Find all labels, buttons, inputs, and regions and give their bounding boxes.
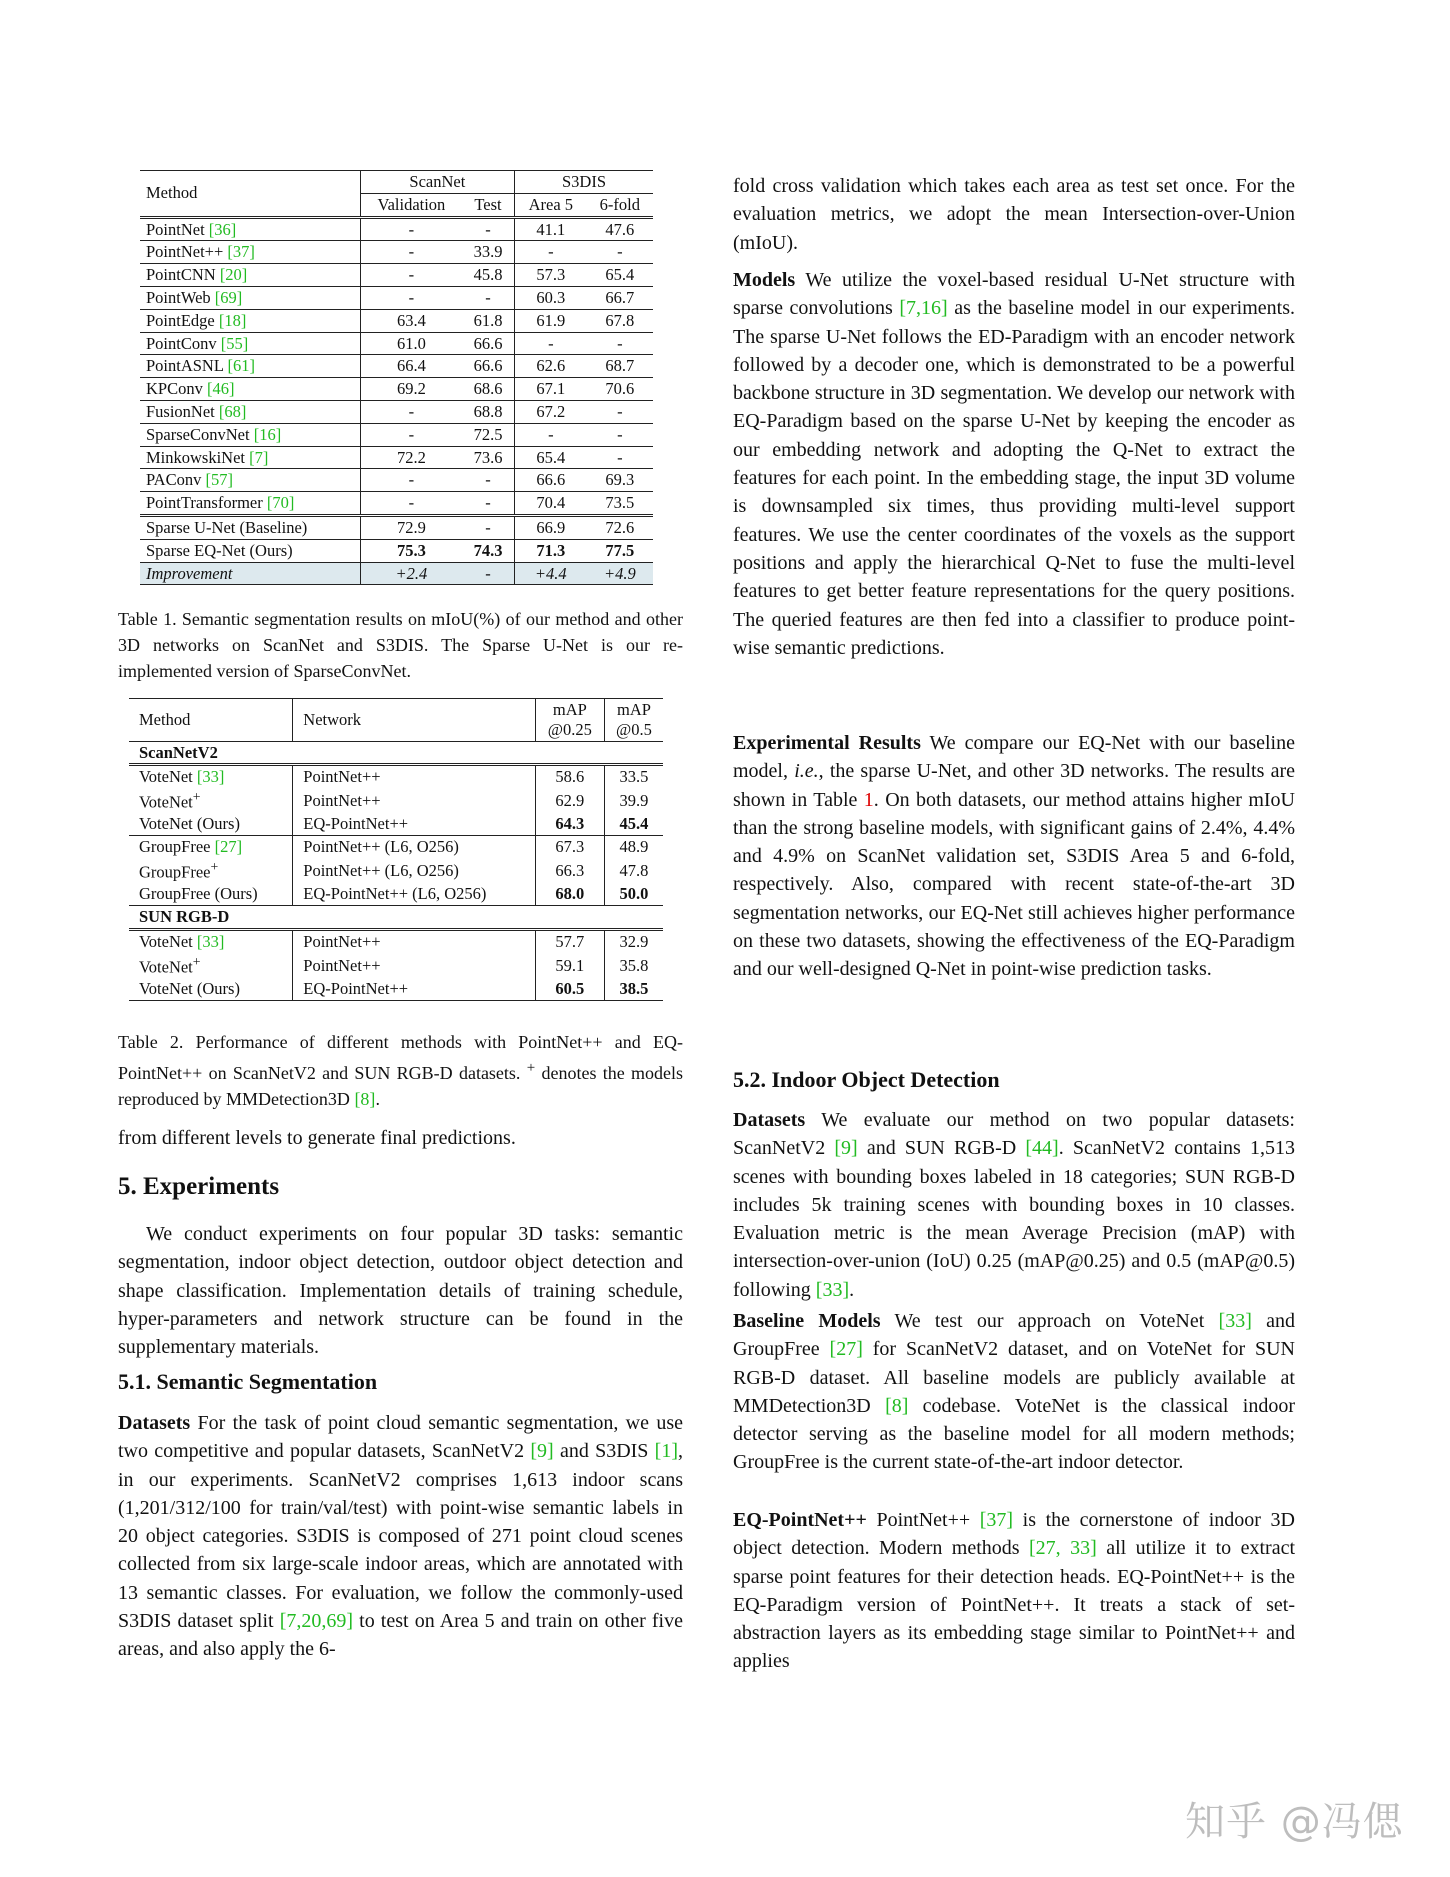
right-para5-seg-2: [33] [1218,1310,1252,1332]
right-para2-seg-1: We utilize the voxel-based residual U-Net structure with sparse convolutions [733,269,1295,320]
t1-method-name: PointNet [146,219,209,239]
t1-method-cell [140,309,360,332]
t2-header-map025-a: mAP [552,700,587,719]
t2-row [129,788,663,813]
caption2-seg-1: + [526,1060,536,1076]
t1-method-cell [140,378,360,401]
t2-network-cell: PointNet++ [293,929,535,952]
t1-area5-cell: 66.6 [536,470,566,490]
t1-row [140,217,653,241]
t1-6fold-cell: - [617,447,623,467]
right-paragraph-eq-pointnet [733,1506,1295,1676]
t1-test-cell: 68.6 [462,378,514,401]
right-para4-seg-4: [44] [1025,1137,1059,1160]
left-paragraph-1 [118,1124,683,1152]
t1-row-improvement [140,562,653,585]
t1-test-cell: 66.6 [462,355,514,378]
t2-method-name: VoteNet (Ours) [139,814,240,834]
t1-method-name: KPConv [146,379,207,399]
t2-map025-cell: 68.0 [535,883,604,905]
t1-area5-cell: 70.4 [536,493,566,513]
t1-val-cell: 61.0 [396,333,426,353]
table-1-caption: Table 1. Semantic segmentation results on mIoU(%) of our method and other 3D networks on ScanNet and S3DIS. The Sparse U-Net is our re-implemented version of SparseConvNet. [118,609,683,681]
caption2-seg-4: . [375,1089,380,1109]
t2-body [129,741,663,1000]
t1-ours-block [140,515,653,584]
t1-row [140,400,653,423]
t1-area5-cell: 67.1 [536,379,566,399]
t1-row [140,423,653,446]
right-para6-seg-2: [37] [979,1509,1014,1531]
t2-row [129,953,663,978]
t1-method-name: PointASNL [146,356,228,376]
t1-method-ref: [37] [227,242,255,262]
t2-map025-cell: 62.9 [535,788,604,813]
t1-row-baseline [140,515,653,539]
t1-val-cell: - [408,219,415,239]
t1-ours-area5: 71.3 [536,540,566,560]
t2-method-cell [129,765,293,788]
t1-impr-name: Improvement [140,562,360,585]
left-paragraph-3 [118,1409,683,1664]
t1-row [140,241,653,264]
t2-header-network: Network [293,699,535,742]
t2-method-name: VoteNet (Ours) [139,979,240,999]
caption2-seg-2: denotes the models reproduced by MMDetection3D [118,1063,683,1109]
right-para2-seg-3: as the baseline model in our experiments. The sparse U-Net follows the ED-Paradigm with an encoder network followed by a decoder one, which is demonstrated to be a powerful backbone structure in 3D segmentation. We develop our network with EQ-Paradigm based on the sparse U-Net by keeping the encoder as our embedding network and adopting the Q-Net to extract the features for each point. In the embedding stage, the input 3D volume is downsampled six times, thus providing multi-level support features. We use the center coordinates of the voxels as the support positions and apply the hierarchical Q-Net to fuse the multi-level features to get better feature representations for the query positions. The queried features are then fed into a classifier to produce point-wise semantic predictions. [733,297,1295,659]
t2-method-cell [129,883,293,905]
t2-section-header [129,741,663,765]
t1-impr-6fold: +4.9 [587,562,653,585]
t2-method-cell [129,953,293,978]
left-para1-seg-0: from different levels to generate final predictions. [118,1127,516,1149]
right-paragraph-models [733,266,1295,662]
t1-6fold-cell: 66.7 [605,287,635,307]
t1-row [140,332,653,355]
t1-method-name: FusionNet [146,401,219,421]
t1-val-cell: - [408,424,415,444]
t1-test-cell: 45.8 [462,264,514,287]
t1-header-scannet: ScanNet [360,171,514,194]
t1-method-ref: [7] [249,447,269,467]
t1-area5-cell: 60.3 [536,287,566,307]
t2-map05-cell: 35.8 [619,955,649,975]
t2-network-cell: PointNet++ (L6, O256) [293,858,535,883]
right-para5-seg-5: for ScanNetV2 dataset, and on VoteNet for SUN RGB-D dataset. All baseline models are publicly available at MMDetection3D [733,1338,1295,1417]
t2-map05-cell: 45.4 [619,814,649,834]
t1-method-ref: [61] [227,356,255,376]
t2-method-name: VoteNet [139,792,193,812]
t1-test-cell: 33.9 [462,241,514,264]
right-para3-seg-4: 1 [863,788,874,811]
t1-6fold-cell: - [617,333,623,353]
t1-header-validation: Validation [377,194,446,214]
right-paragraph-datasets [733,1106,1295,1304]
t1-method-cell [140,355,360,378]
t1-val-cell: 69.2 [396,379,426,399]
t1-6fold-cell: 47.6 [605,219,635,239]
t2-method-cell [129,836,293,858]
t1-area5-cell: 67.2 [536,401,566,421]
t1-area5-cell: - [548,333,554,353]
heading-indoor-detection: 5.2. Indoor Object Detection [733,1067,1000,1092]
t2-method-ref: [27] [214,837,243,857]
t1-ours-name: Sparse EQ-Net (Ours) [140,539,360,562]
t1-area5-cell: - [548,242,554,262]
t2-map05-cell: 32.9 [619,931,649,951]
right-para4-seg-1: We evaluate our method on two popular datasets: ScanNetV2 [733,1109,1295,1160]
t2-method-name: VoteNet [139,767,197,787]
right-paragraph-1 [733,172,1295,257]
t1-test-cell: - [462,492,514,516]
t1-method-name: PointEdge [146,310,219,330]
t1-val-cell: - [408,287,415,307]
t2-method-sup: + [210,859,219,875]
t1-method-cell [140,492,360,516]
right-para4-seg-5: . ScanNetV2 contains 1,513 scenes with bounding boxes labeled in 18 categories; SUN RGB-D includes 5k training scenes with bounding boxes in 10 classes. Evaluation metric is the mean Average Precision (mAP) with intersection-over-union (IoU) 0.25 (mAP@0.25) and 0.5 (mAP@0.5) following [733,1137,1295,1301]
left-para3-seg-0: Datasets [118,1412,191,1434]
t1-method-cell [140,264,360,287]
t1-method-cell [140,286,360,309]
t1-header-6fold: 6-fold [599,194,640,214]
t2-row [129,978,663,1000]
t2-map025-cell: 59.1 [535,953,604,978]
t1-row [140,378,653,401]
t2-network-cell: PointNet++ (L6, O256) [293,836,535,858]
t2-row [129,858,663,883]
t1-baseline-test: - [462,515,514,539]
right-para6-seg-4: [27, 33] [1029,1537,1097,1560]
t2-header-map025-b: @0.25 [547,719,592,739]
table-2-caption [118,1029,683,1112]
t2-method-ref: [33] [196,767,225,787]
t2-map025-cell: 58.6 [535,765,604,788]
heading-experiments: 5. Experiments [118,1173,280,1200]
left-para2-seg-0: We conduct experiments on four popular 3D tasks: semantic segmentation, indoor object detection, outdoor object detection and shape classification. Implementation details of training schedule, hyper-parameters and network structure can be found in the supplementary materials. [118,1223,683,1359]
t1-method-name: SparseConvNet [146,424,254,444]
t1-method-cell [140,400,360,423]
t1-method-cell [140,469,360,492]
t1-row [140,492,653,516]
t2-method-cell [129,858,293,883]
right-para3-seg-1: We compare our EQ-Net with our baseline model, [733,732,1295,783]
t1-6fold-cell: 73.5 [605,493,635,513]
right-para4-seg-2: [9] [834,1137,858,1160]
t2-header-method: Method [129,699,293,742]
t1-method-name: MinkowskiNet [146,447,250,467]
t2-method-name: GroupFree [139,862,211,882]
t1-test-cell: 66.6 [462,332,514,355]
t2-network-cell: EQ-PointNet++ [293,813,535,835]
left-para3-seg-2: [9] [530,1440,554,1463]
t2-map025-cell: 57.7 [535,929,604,952]
t1-test-cell: 73.6 [462,446,514,469]
right-para6-seg-0: EQ-PointNet++ [733,1509,867,1531]
t2-network-cell: PointNet++ [293,953,535,978]
t1-val-cell: 63.4 [396,310,426,330]
t1-test-cell: - [462,217,514,241]
watermark: 知乎 @冯偲 [1185,1799,1404,1845]
right-paragraph-results [733,729,1295,984]
t2-method-cell [129,813,293,835]
t1-row-ours [140,539,653,562]
table-2 [129,698,663,1001]
t2-map05-cell: 48.9 [619,837,649,857]
t2-header-map05-a: mAP [616,700,651,719]
left-para3-seg-1: For the task of point cloud semantic segmentation, we use two competitive and popular datasets, ScanNetV2 [118,1412,683,1463]
right-para1-seg-0: fold cross validation which takes each area as test set once. For the evaluation metrics, we adopt the mean Intersection-over-Union (mIoU). [733,175,1295,254]
t1-method-ref: [46] [206,379,235,399]
t2-map05-cell: 33.5 [619,767,649,787]
caption2-seg-3: [8] [354,1089,376,1109]
t1-test-cell: - [462,469,514,492]
left-para3-seg-3: and S3DIS [553,1440,655,1463]
t1-impr-area5: +4.4 [514,562,586,585]
t1-method-ref: [18] [218,310,247,330]
t1-test-cell: - [462,286,514,309]
right-para5-seg-4: [27] [829,1338,863,1361]
t1-area5-cell: 41.1 [536,219,566,239]
t2-row [129,883,663,905]
t1-baseline-name: Sparse U-Net (Baseline) [140,515,360,539]
t1-val-cell: - [408,470,415,490]
t1-method-name: PointTransformer [146,493,267,513]
t2-method-sup: + [192,789,201,805]
t1-method-name: PAConv [146,470,206,490]
t2-map05-cell: 38.5 [619,979,649,999]
left-para3-seg-5: , in our experiments. ScanNetV2 comprises 1,613 indoor scans (1,201/312/100 for train/val/test) with point-wise semantic labels in 20 object categories. S3DIS is composed of 271 point cloud scenes collected from six large-scale indoor areas, which are annotated with 13 semantic classes. For evaluation, we follow the commonly-used S3DIS dataset split [118,1440,683,1633]
right-para3-seg-0: Experimental Results [733,732,921,754]
right-para3-seg-5: . On both datasets, our method attains higher mIoU than the strong baseline models, with significant gains of 2.4%, 4.4% and 4.9% on ScanNet validation set, S3DIS Area 5 and 6-fold, respectively. Also, compared with recent state-of-the-art 3D segmentation networks, our EQ-Net still achieves higher performance on these two datasets, showing the effectiveness of the EQ-Paradigm and our well-designed Q-Net in point-wise prediction tasks. [733,788,1296,981]
t2-header-map05-b: @0.5 [616,719,652,739]
t1-val-cell: - [408,265,415,285]
right-para6-seg-5: all utilize it to extract sparse point features for their detection heads. EQ-PointNet++ is the EQ-Paradigm version of PointNet++. It treats a stack of set-abstraction layers as its embedding stage similar to PointNet++ and applies [733,1537,1296,1673]
right-para4-seg-7: . [849,1278,855,1301]
t1-method-ref: [36] [208,219,237,239]
t1-method-ref: [57] [205,470,233,490]
t1-ours-val: 75.3 [396,540,426,560]
t1-test-cell: 61.8 [462,309,514,332]
t1-method-ref: [68] [218,401,247,421]
right-paragraph-baselines [733,1307,1295,1477]
t2-row [129,929,663,952]
t1-method-name: PointNet++ [146,242,228,262]
t2-header-map05 [604,699,663,742]
t2-map025-cell: 66.3 [535,858,604,883]
t1-method-cell [140,241,360,264]
t1-method-ref: [16] [253,424,282,444]
right-para5-seg-0: Baseline Models [733,1310,881,1332]
t1-6fold-cell: - [617,401,623,421]
t1-method-cell [140,332,360,355]
t2-method-cell [129,978,293,1000]
t1-method-ref: [55] [220,333,249,353]
t2-map025-cell: 67.3 [535,836,604,858]
t1-test-cell: 72.5 [462,423,514,446]
t1-area5-cell: - [548,424,554,444]
t2-method-name: GroupFree (Ours) [139,884,258,904]
t1-method-ref: [70] [266,493,295,513]
t2-method-name: GroupFree [139,837,215,857]
t2-network-cell: EQ-PointNet++ [293,978,535,1000]
t1-6fold-cell: 70.6 [605,379,635,399]
t1-method-ref: [69] [214,287,243,307]
t1-row [140,469,653,492]
t2-method-name: VoteNet [139,957,193,977]
t2-network-cell: EQ-PointNet++ (L6, O256) [293,883,535,905]
t2-method-sup: + [192,953,201,969]
left-para3-seg-6: [7,20,69] [279,1610,354,1633]
t1-body [140,217,653,515]
t2-method-cell [129,929,293,952]
left-para3-seg-4: [1] [654,1440,678,1463]
t2-section-title: SUN RGB-D [139,907,230,927]
t1-test-cell: 68.8 [462,400,514,423]
t1-ours-test: 74.3 [462,539,514,562]
t2-method-cell [129,788,293,813]
t1-method-cell [140,446,360,469]
right-para6-seg-1: PointNet++ [866,1509,980,1531]
t1-header-s3dis: S3DIS [514,171,653,194]
right-para2-seg-2: [7,16] [899,297,948,320]
t1-method-cell [140,423,360,446]
t1-6fold-cell: 68.7 [605,356,635,376]
t2-header-map025 [535,699,604,742]
t1-baseline-area5: 66.9 [536,517,566,537]
t1-row [140,446,653,469]
t1-method-cell [140,217,360,241]
t1-area5-cell: 65.4 [536,447,566,467]
right-para5-seg-3: and GroupFree [733,1310,1295,1361]
t1-area5-cell: 62.6 [536,356,566,376]
t2-method-name: VoteNet [139,931,197,951]
t2-row [129,836,663,858]
t2-map05-cell: 47.8 [619,860,649,880]
t1-method-name: PointConv [146,333,221,353]
t1-6fold-cell: 65.4 [605,265,635,285]
right-para2-seg-0: Models [733,269,796,291]
right-para4-seg-6: [33] [815,1278,850,1301]
t1-method-name: PointWeb [146,287,215,307]
t2-method-ref: [33] [196,931,225,951]
t1-row [140,264,653,287]
t1-6fold-cell: - [617,242,623,262]
t1-val-cell: 72.2 [396,447,426,467]
t2-row [129,813,663,835]
t2-map05-cell: 39.9 [619,790,649,810]
t2-row [129,765,663,788]
right-para5-seg-6: [8] [885,1394,909,1417]
right-para3-seg-3: , the sparse U-Net, and other 3D networks. The results are shown in Table [733,760,1295,811]
t1-row [140,286,653,309]
left-paragraph-2 [118,1220,683,1361]
right-para5-seg-1: We test our approach on VoteNet [880,1310,1219,1332]
t1-row [140,309,653,332]
t1-6fold-cell: 67.8 [605,310,635,330]
t2-network-cell: PointNet++ [293,788,535,813]
t2-map05-cell: 50.0 [619,884,649,904]
heading-semantic-segmentation: 5.1. Semantic Segmentation [118,1369,378,1394]
t1-method-ref: [20] [219,265,248,285]
t1-row [140,355,653,378]
left-para3-seg-7: to test on Area 5 and train on other five areas, and also apply the 6- [118,1610,683,1661]
t1-val-cell: 66.4 [396,356,426,376]
t1-6fold-cell: 69.3 [605,470,635,490]
t1-baseline-val: 72.9 [396,517,426,537]
t1-val-cell: - [408,242,415,262]
t1-ours-6fold: 77.5 [605,540,635,560]
t1-val-cell: - [408,401,415,421]
t1-header-area5: Area 5 [528,194,574,214]
t1-area5-cell: 61.9 [536,310,566,330]
caption2-seg-0: Table 2. Performance of different methods with PointNet++ and EQ-PointNet++ on ScanNetV2 and SUN RGB-D datasets. [118,1032,683,1083]
table-1 [140,170,653,585]
t2-map025-cell: 60.5 [535,978,604,1000]
t1-impr-test: - [462,562,514,585]
t1-header-method: Method [140,171,360,218]
t1-method-name: PointCNN [146,265,220,285]
t2-section-header [129,906,663,930]
t1-area5-cell: 57.3 [536,265,566,285]
right-para4-seg-0: Datasets [733,1109,806,1131]
t1-header-test: Test [462,193,514,217]
t1-val-cell: - [408,493,415,513]
right-para3-seg-2: i.e. [794,760,819,783]
t2-section-title: ScanNetV2 [139,742,218,762]
t1-baseline-6fold: 72.6 [605,517,635,537]
right-para6-seg-3: is the cornerstone of indoor 3D object detection. Modern methods [733,1509,1296,1560]
t1-6fold-cell: - [617,424,623,444]
right-para4-seg-3: and SUN RGB-D [857,1137,1026,1160]
t2-network-cell: PointNet++ [293,765,535,788]
t1-impr-val: +2.4 [360,562,462,585]
right-para5-seg-7: codebase. VoteNet is the classical indoor detector serving as the baseline model for all modern methods; GroupFree is the current state-of-the-art indoor detector. [733,1394,1295,1474]
t2-map025-cell: 64.3 [535,813,604,835]
